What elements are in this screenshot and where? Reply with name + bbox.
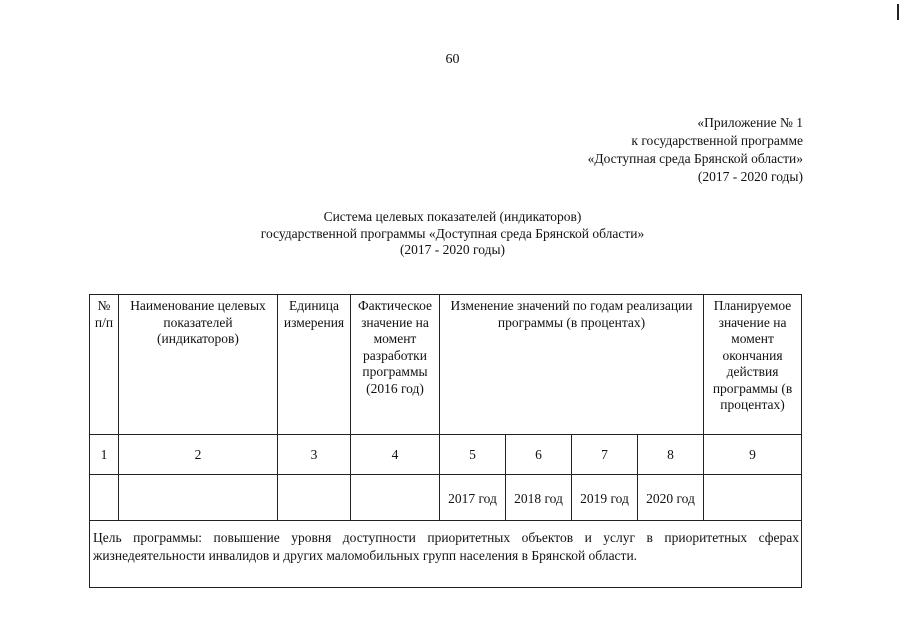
header-actual: Фактическое значение на момент разработки программы (2016 год): [351, 295, 440, 435]
indicators-table: [89, 294, 802, 588]
year-cell: 2019 год: [572, 475, 638, 521]
appendix-line-4: (2017 - 2020 годы): [697, 169, 803, 184]
title-line-1: Система целевых показателей (индикаторов): [323, 209, 582, 224]
empty-cell: [351, 475, 440, 521]
column-number: 3: [278, 435, 351, 475]
year-cell: 2018 год: [506, 475, 572, 521]
column-number: 8: [638, 435, 704, 475]
program-goal-text: Цель программы: повышение уровня доступности приоритетных объектов и услуг в приоритетных сферах жизнедеятельности инвалидов и других маломобильных групп населения в Брянской области.: [93, 530, 800, 563]
header-num: № п/п: [90, 295, 119, 435]
appendix-line-1: «Приложение № 1: [697, 115, 803, 130]
column-number: 4: [351, 435, 440, 475]
header-planned: Планируемое значение на момент окончания действия программы (в процентах): [704, 295, 802, 435]
table-header-row: [90, 295, 802, 435]
header-change: Изменение значений по годам реализации программы (в процентах): [440, 295, 704, 435]
appendix-line-3: «Доступная среда Брянской области»: [587, 151, 803, 166]
column-number: 9: [704, 435, 802, 475]
page-number: 60: [445, 52, 460, 67]
scan-edge-mark: [897, 4, 899, 20]
empty-cell: [704, 475, 802, 521]
header-name: Наименование целевых показателей (индикаторов): [119, 295, 278, 435]
year-cell: 2017 год: [440, 475, 506, 521]
empty-cell: [119, 475, 278, 521]
column-number: 5: [440, 435, 506, 475]
column-number: 1: [90, 435, 119, 475]
appendix-line-2: к государственной программе: [631, 133, 803, 148]
year-row: [90, 475, 802, 521]
appendix-reference: [588, 114, 803, 186]
title-line-2: государственной программы «Доступная среда Брянской области»: [260, 225, 645, 241]
column-number: 6: [506, 435, 572, 475]
year-cell: 2020 год: [638, 475, 704, 521]
program-goal: [90, 521, 802, 588]
empty-cell: [90, 475, 119, 521]
column-number: 7: [572, 435, 638, 475]
title-line-3: (2017 - 2020 годы): [399, 242, 506, 257]
empty-cell: [278, 475, 351, 521]
column-number: 2: [119, 435, 278, 475]
header-unit: Единица измерения: [278, 295, 351, 435]
column-number-row: [90, 435, 802, 475]
goal-row: [90, 521, 802, 588]
document-title: [0, 209, 905, 259]
